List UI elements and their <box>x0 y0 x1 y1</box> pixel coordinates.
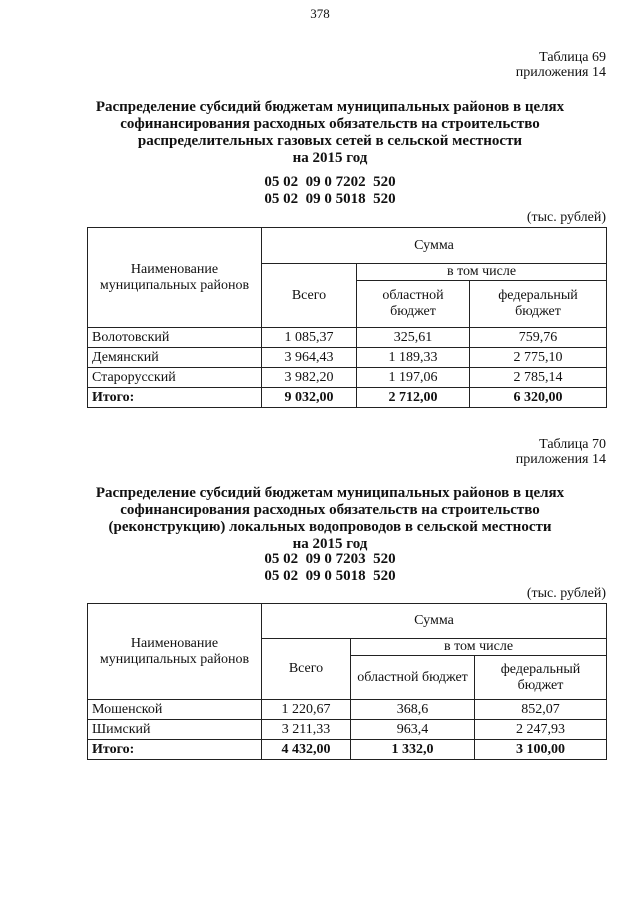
table-row <box>88 720 607 740</box>
totals-regional: 1 332,0 <box>351 740 475 760</box>
row-regional: 368,6 <box>351 700 475 720</box>
row-federal: 759,76 <box>470 328 607 348</box>
table-69-label <box>516 50 606 80</box>
table-69-codes <box>60 174 600 208</box>
table-70-codes <box>60 551 600 585</box>
row-regional: 963,4 <box>351 720 475 740</box>
row-federal: 2 247,93 <box>475 720 607 740</box>
table-69-title <box>60 99 600 167</box>
table-label-line1: Таблица 69 <box>539 50 606 65</box>
row-name: Демянский <box>88 348 262 368</box>
budget-code: 05 02 09 0 7202 520 <box>264 174 396 190</box>
row-regional: 325,61 <box>357 328 470 348</box>
header-total: Всего <box>262 639 351 700</box>
table-70-title <box>60 485 600 553</box>
table-row <box>88 700 607 720</box>
title-line: Распределение субсидий бюджетам муниципальных районов в целях <box>95 99 565 115</box>
row-total: 1 220,67 <box>262 700 351 720</box>
title-line: распределительных газовых сетей в сельской местности <box>137 133 523 149</box>
table-row <box>88 328 607 348</box>
title-line: на 2015 год <box>292 536 368 552</box>
header-name: Наименование муниципальных районов <box>88 228 262 328</box>
title-line: софинансирования расходных обязательств на строительство <box>120 502 540 518</box>
header-name: Наименование муниципальных районов <box>88 604 262 700</box>
table-70-label <box>516 437 606 467</box>
row-total: 3 964,43 <box>262 348 357 368</box>
header-including: в том числе <box>351 639 607 656</box>
row-name: Волотовский <box>88 328 262 348</box>
table-69 <box>87 227 607 408</box>
row-name: Мошенской <box>88 700 262 720</box>
table-label-line2: приложения 14 <box>515 452 606 467</box>
budget-code: 05 02 09 0 5018 520 <box>264 191 396 207</box>
header-regional: областной бюджет <box>357 281 470 328</box>
row-regional: 1 189,33 <box>357 348 470 368</box>
header-sum: Сумма <box>262 228 607 264</box>
header-federal: федеральный бюджет <box>475 656 607 700</box>
row-total: 1 085,37 <box>262 328 357 348</box>
totals-row <box>88 388 607 408</box>
title-line: (реконструкцию) локальных водопроводов в сельской местности <box>108 519 552 535</box>
totals-federal: 3 100,00 <box>475 740 607 760</box>
totals-row <box>88 740 607 760</box>
header-sum: Сумма <box>262 604 607 639</box>
table-row <box>88 368 607 388</box>
totals-total: 4 432,00 <box>262 740 351 760</box>
row-total: 3 982,20 <box>262 368 357 388</box>
table-69-units: (тыс. рублей) <box>526 210 606 225</box>
row-name: Старорусский <box>88 368 262 388</box>
budget-code: 05 02 09 0 5018 520 <box>264 568 396 584</box>
row-regional: 1 197,06 <box>357 368 470 388</box>
table-label-line1: Таблица 70 <box>539 437 606 452</box>
row-federal: 2 785,14 <box>470 368 607 388</box>
row-name: Шимский <box>88 720 262 740</box>
totals-regional: 2 712,00 <box>357 388 470 408</box>
table-row <box>88 348 607 368</box>
row-total: 3 211,33 <box>262 720 351 740</box>
title-line: софинансирования расходных обязательств на строительство <box>120 116 540 132</box>
title-line: на 2015 год <box>292 150 368 166</box>
page-number: 378 <box>310 6 330 21</box>
totals-total: 9 032,00 <box>262 388 357 408</box>
row-federal: 852,07 <box>475 700 607 720</box>
header-federal: федеральный бюджет <box>470 281 607 328</box>
row-federal: 2 775,10 <box>470 348 607 368</box>
header-regional: областной бюджет <box>351 656 475 700</box>
totals-federal: 6 320,00 <box>470 388 607 408</box>
budget-code: 05 02 09 0 7203 520 <box>264 551 396 567</box>
table-label-line2: приложения 14 <box>515 65 606 80</box>
header-total: Всего <box>262 264 357 328</box>
table-70 <box>87 603 607 760</box>
header-including: в том числе <box>357 264 607 281</box>
table-70-units: (тыс. рублей) <box>526 586 606 601</box>
title-line: Распределение субсидий бюджетам муниципальных районов в целях <box>95 485 565 501</box>
totals-name: Итого: <box>88 388 262 408</box>
totals-name: Итого: <box>88 740 262 760</box>
